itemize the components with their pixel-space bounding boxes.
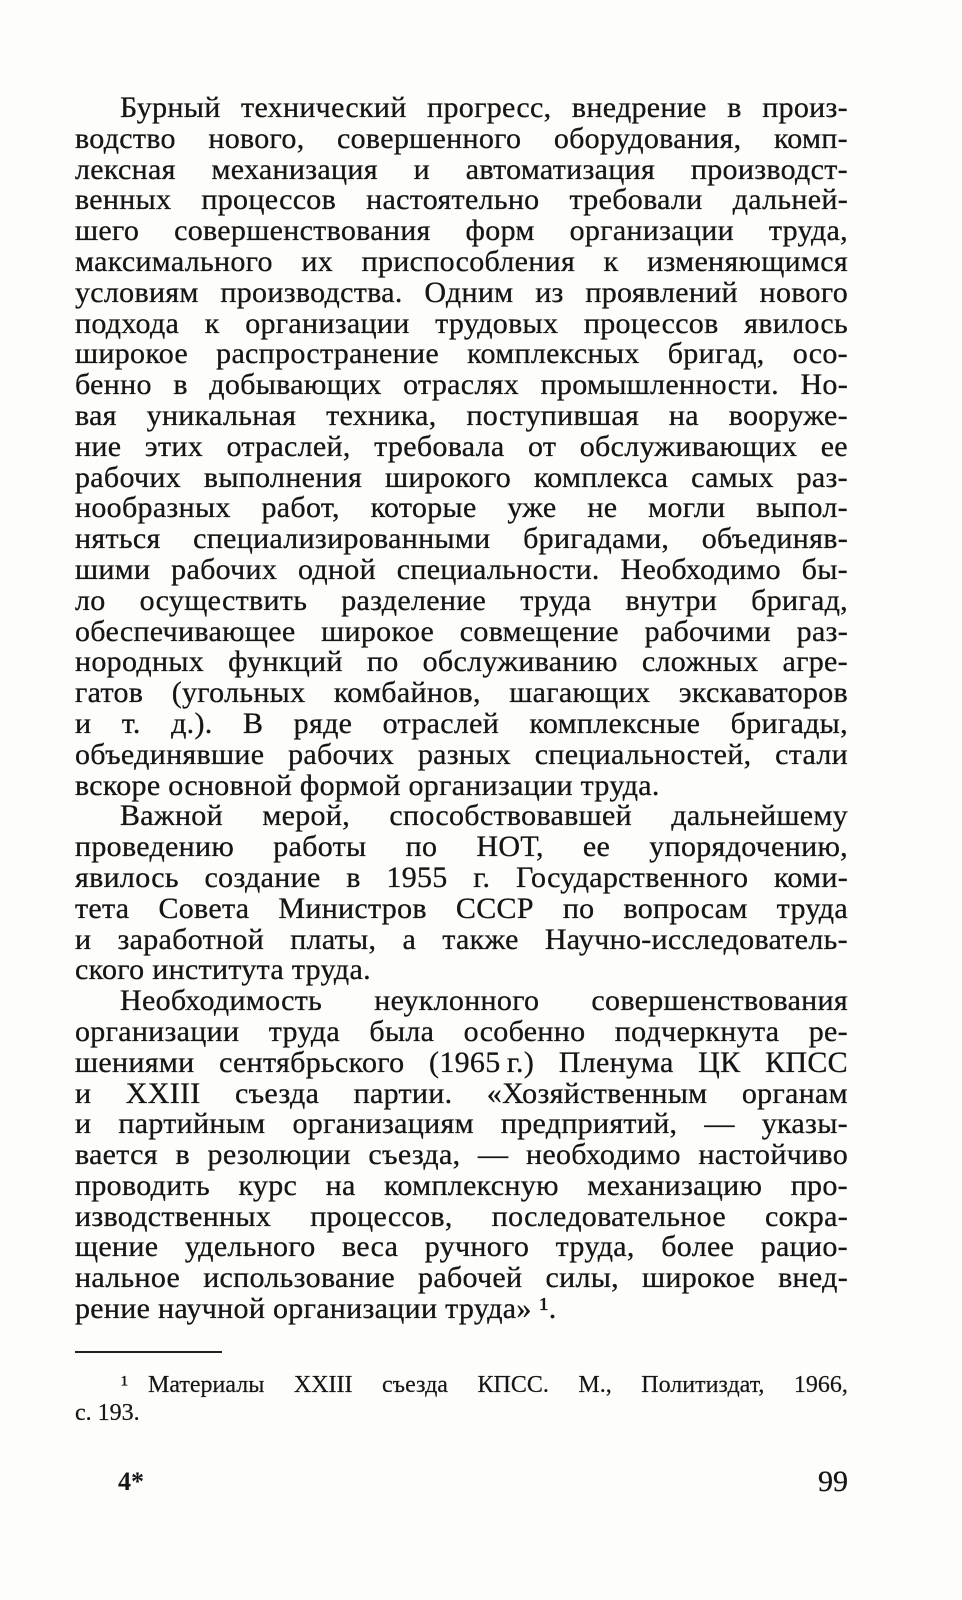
word: использование [203, 1261, 395, 1295]
word: специализированными [193, 522, 491, 556]
word: ло [75, 583, 106, 617]
text-line [75, 1232, 848, 1263]
word: и [75, 1076, 92, 1110]
text-line [75, 678, 848, 709]
word: прогресс, [427, 91, 552, 124]
word: в [346, 860, 361, 894]
word: особенно [463, 1014, 586, 1048]
word: разделение [341, 583, 487, 617]
word: рабочих [288, 737, 395, 771]
text-line [75, 737, 848, 771]
word: комплексные [529, 706, 701, 740]
word: предприятий, [500, 1107, 678, 1141]
word: также [442, 922, 519, 956]
text-line [75, 1168, 848, 1202]
text-line [75, 306, 848, 340]
word: мерой, [262, 799, 350, 833]
text-line [75, 1263, 848, 1294]
word: платы, [290, 922, 377, 956]
text-line [75, 614, 848, 648]
word: СССР [455, 891, 534, 925]
word: автоматизация [465, 152, 656, 186]
word: по [366, 645, 399, 679]
word: специальностей, [534, 737, 752, 771]
word: механизация [211, 152, 378, 186]
word: нальное [75, 1261, 181, 1295]
word: неуклонного [374, 984, 540, 1018]
word: форм [465, 214, 535, 248]
word: труда [776, 891, 848, 925]
text-line [75, 1014, 848, 1048]
word: съезда [382, 1372, 448, 1398]
word: обеспечивающее [75, 614, 296, 648]
word: выполнения [203, 460, 363, 494]
word: организации [245, 306, 410, 340]
text-line [75, 986, 848, 1017]
word: шими [75, 552, 151, 586]
word: разных [417, 737, 512, 771]
footnote [75, 1371, 848, 1427]
word: съезда, [368, 1138, 461, 1172]
word: лексная [75, 152, 176, 186]
word: поступившая [466, 398, 640, 432]
word: объединяв- [701, 522, 848, 556]
word: необходимо [526, 1138, 681, 1172]
word: бенно [75, 368, 152, 402]
word: тета [75, 891, 130, 925]
text-line [75, 706, 848, 740]
word: Необходимость [120, 984, 323, 1018]
text-line [75, 275, 848, 309]
word: ЦК [698, 1045, 741, 1079]
word: XXIII [293, 1372, 353, 1398]
word: вая [75, 398, 117, 432]
word: 1955 [386, 860, 448, 894]
word: совершенствования [174, 214, 431, 248]
word: уникальная [146, 398, 297, 432]
word: рабочей [418, 1261, 523, 1295]
word: максимального [75, 244, 273, 278]
text-line [75, 339, 848, 370]
word: настоятельно [366, 183, 540, 217]
word: от [527, 429, 557, 463]
word: нового, [208, 121, 305, 155]
word: труда, [555, 1230, 635, 1264]
word: экскаваторов [678, 676, 848, 710]
page-number: 99 [818, 1465, 848, 1498]
word: Государственного [516, 860, 749, 894]
text-line [75, 583, 848, 617]
text-line-last: вскоре основной формой организации труда. [75, 768, 660, 802]
word: ре- [808, 1014, 848, 1048]
word: условиям [75, 275, 199, 309]
word: требовали [569, 183, 703, 217]
paragraph-1 [75, 93, 848, 801]
word: по [405, 830, 438, 864]
word: Материалы [148, 1372, 265, 1398]
word: комплексную [384, 1168, 559, 1202]
word: из [535, 275, 564, 309]
word: изменяющимся [647, 244, 848, 278]
footnote-line: с. 193. [75, 1400, 140, 1426]
text-line [75, 429, 848, 463]
word: подхода [75, 306, 180, 340]
word: дальней- [732, 183, 848, 217]
text-line [75, 801, 848, 832]
word: работ, [261, 491, 340, 525]
word: рабочих [75, 460, 182, 494]
text-line [75, 1199, 848, 1233]
text-line [75, 493, 848, 524]
word: комп- [773, 121, 848, 155]
word: стали [775, 737, 848, 771]
word: в [727, 91, 742, 124]
word: про- [790, 1168, 848, 1202]
word: агре- [782, 645, 848, 679]
word: — [704, 1107, 735, 1141]
word: указы- [761, 1107, 848, 1141]
word: раз- [796, 460, 848, 494]
text-line [75, 1109, 848, 1140]
word: заработной [117, 922, 265, 956]
word: широкое [642, 1261, 756, 1295]
word: 1966, [793, 1372, 848, 1398]
word: нового [759, 275, 848, 309]
word: водство [75, 121, 176, 155]
word: добывающих [209, 368, 382, 402]
word: более [661, 1230, 735, 1264]
word: отраслей, [226, 429, 351, 463]
word: бригады, [730, 706, 848, 740]
word: Одним [424, 275, 514, 309]
text-line [75, 552, 848, 586]
word: требовала [374, 429, 505, 463]
word: по [562, 891, 595, 925]
text-line [75, 185, 848, 216]
word: т. [121, 706, 141, 740]
word: ряде [293, 706, 353, 740]
word: проявлений [585, 275, 738, 309]
word: Бурный [120, 91, 221, 124]
word: М., [578, 1372, 612, 1398]
word: явилось [744, 306, 848, 340]
word: совершенного [337, 121, 522, 155]
word: нородных [75, 645, 205, 679]
word: работы [273, 830, 367, 864]
paragraph-3 [75, 986, 848, 1325]
word: съезда [234, 1076, 320, 1110]
word: выпол- [756, 491, 848, 525]
word: внед- [778, 1261, 848, 1295]
word: которые [370, 491, 477, 525]
word: шего [75, 214, 140, 248]
word: рабочих [171, 552, 278, 586]
word: ее [820, 429, 848, 463]
word: труда [520, 583, 592, 617]
word: партийным [118, 1107, 266, 1141]
word: оборудования, [553, 121, 742, 155]
word: к [603, 244, 619, 278]
word: отраслей [382, 706, 500, 740]
word: была [369, 1014, 435, 1048]
word: внутри [625, 583, 718, 617]
word: КПСС [765, 1045, 848, 1079]
footnote-text [148, 1371, 848, 1399]
word: резолюции [207, 1138, 351, 1172]
word: механизацию [587, 1168, 763, 1202]
word: Пленума [558, 1045, 674, 1079]
text-line [75, 1076, 848, 1110]
word: в [173, 368, 188, 402]
word: и [75, 922, 92, 956]
word: комплекса [533, 460, 669, 494]
word: удельного [184, 1230, 316, 1264]
word: произ- [762, 91, 848, 124]
word: бригадами, [523, 522, 670, 556]
word: явилось [75, 860, 179, 894]
word: упорядочению, [649, 830, 848, 864]
text-line [75, 121, 848, 155]
text-line [75, 860, 848, 894]
word: рацио- [760, 1230, 848, 1264]
word: обслуживающих [579, 429, 798, 463]
word: настойчиво [698, 1138, 848, 1172]
word: вопросам [623, 891, 748, 925]
word: Необходимо [620, 552, 781, 586]
word: специальности. [396, 552, 600, 586]
word: сентябрьского [219, 1045, 405, 1079]
page-signature: 4* [118, 1467, 144, 1496]
word: на [668, 398, 699, 432]
text-line [75, 922, 848, 956]
text-line [75, 216, 848, 247]
word: бы- [801, 552, 848, 586]
word: на [325, 1168, 356, 1202]
text-line [75, 891, 848, 925]
text-line [75, 152, 848, 186]
word: сокра- [764, 1199, 848, 1233]
word: осуществить [139, 583, 308, 617]
word: гатов [75, 676, 144, 710]
word: организации [569, 214, 734, 248]
word: их [301, 244, 334, 278]
word: не [587, 491, 618, 525]
word: веса [342, 1230, 399, 1264]
word: (угольных [171, 676, 306, 710]
word: ее [582, 830, 611, 864]
word: сложных [641, 645, 759, 679]
word: бригад, [667, 337, 765, 371]
word: г. [473, 860, 491, 894]
word: щение [75, 1230, 159, 1264]
text-line [75, 244, 848, 278]
word: подчеркнута [614, 1014, 780, 1048]
word: процессов, [310, 1199, 453, 1233]
word: распространение [216, 337, 439, 371]
word: проводить [75, 1168, 210, 1202]
word: дальнейшему [671, 799, 848, 833]
text-line [75, 460, 848, 494]
word: партии. [353, 1076, 453, 1110]
word: комплексных [467, 337, 640, 371]
word: объединявшие [75, 737, 265, 771]
word: шагающих [509, 676, 651, 710]
word: шениями [75, 1045, 195, 1079]
word: в [175, 1138, 190, 1172]
word: силы, [545, 1261, 619, 1295]
text-line [75, 398, 848, 432]
word: широкого [384, 460, 512, 494]
text-line [75, 832, 848, 863]
word: раз- [796, 614, 848, 648]
word: организациям [292, 1107, 474, 1141]
word: ручного [424, 1230, 530, 1264]
word: этих [144, 429, 204, 463]
word: осо- [792, 337, 848, 371]
word: комбайнов, [333, 676, 481, 710]
paragraph-2 [75, 801, 848, 986]
word: одной [297, 552, 376, 586]
word: последовательное [491, 1199, 726, 1233]
word: Научно-исследователь- [544, 922, 848, 956]
footnote-line [75, 1371, 848, 1399]
word: Важной [120, 799, 223, 833]
word: труда, [768, 214, 848, 248]
word: Политиздат, [641, 1372, 765, 1398]
text-line-last: рение научной организации труда» ¹. [75, 1292, 557, 1326]
word: внедрение [571, 91, 707, 124]
word: трудовых [435, 306, 559, 340]
word: процессов [201, 183, 337, 217]
word: рабочими [644, 614, 771, 648]
word: д.). [171, 706, 213, 740]
word: промышленности. [540, 368, 779, 402]
word: могли [648, 491, 726, 525]
word: (1965 г.) [429, 1045, 535, 1079]
word: «Хозяйственным [486, 1076, 708, 1110]
text-line [75, 647, 848, 678]
word: няться [75, 522, 161, 556]
word: совмещение [459, 614, 619, 648]
word: вооруже- [728, 398, 848, 432]
word: — [478, 1138, 509, 1172]
word: к [204, 306, 220, 340]
word: производства. [220, 275, 403, 309]
word: приспособления [361, 244, 576, 278]
word: а [402, 922, 417, 956]
word: и [75, 1107, 92, 1141]
word: курс [238, 1168, 298, 1202]
word: совершенствования [591, 984, 848, 1018]
word: и [75, 706, 92, 740]
text-line [75, 524, 848, 555]
footnote-rule [75, 1351, 222, 1353]
word: способствовавшей [389, 799, 632, 833]
word: Министров [278, 891, 427, 925]
word: Но- [800, 368, 848, 402]
text-line [75, 1045, 848, 1079]
word: создание [204, 860, 321, 894]
body-text [75, 93, 848, 1325]
word: функций [228, 645, 343, 679]
word: XXIII [125, 1076, 201, 1110]
word: В [242, 706, 264, 740]
word: обслуживанию [422, 645, 618, 679]
word: организации [75, 1014, 240, 1048]
word: проведению [75, 830, 235, 864]
word: технический [241, 91, 407, 124]
word: широкое [75, 337, 188, 371]
text-line [75, 1140, 848, 1171]
text-line [75, 93, 848, 124]
word: процессов [583, 306, 719, 340]
word: нообразных [75, 491, 231, 525]
word: изводственных [75, 1199, 272, 1233]
word: Совета [158, 891, 250, 925]
text-line-last: ского института труда. [75, 953, 371, 987]
word: самых [691, 460, 774, 494]
word: труда [268, 1014, 341, 1048]
word: ние [75, 429, 122, 463]
word: коми- [773, 860, 848, 894]
word: КПСС. [477, 1372, 549, 1398]
word: отраслях [403, 368, 520, 402]
footnote-marker: ¹ [121, 1372, 129, 1398]
word: НОТ, [476, 830, 544, 864]
word: техника, [326, 398, 437, 432]
word: вается [75, 1138, 158, 1172]
word: производст- [690, 152, 848, 186]
word: бригад, [751, 583, 848, 617]
text-line [75, 370, 848, 401]
word: органам [741, 1076, 848, 1110]
word: уже [507, 491, 557, 525]
word: и [413, 152, 430, 186]
word: венных [75, 183, 172, 217]
word: широкое [321, 614, 435, 648]
